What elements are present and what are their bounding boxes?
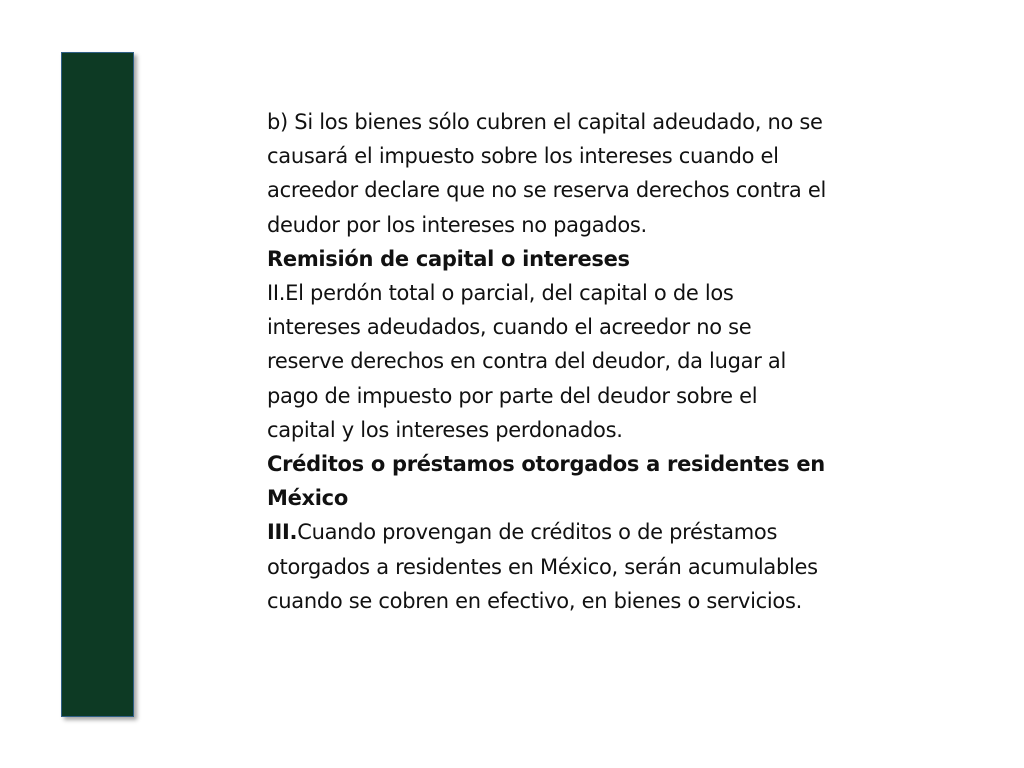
paragraph-b: b) Si los bienes sólo cubren el capital adeudado, no se causará el impuesto sobre los intereses cuando el acreedor declare que no se reserva derechos contra el deudor por los intereses no pagados. [267, 110, 826, 237]
paragraph-iii-body: Cuando provengan de créditos o de préstamos otorgados a residentes en México, serán acumulables cuando se cobren en efectivo, en bienes o servicios. [267, 520, 818, 613]
heading-creditos: Créditos o préstamos otorgados a residentes en México [267, 452, 825, 511]
heading-remision: Remisión de capital o intereses [267, 246, 630, 271]
paragraph-ii: II.El perdón total o parcial, del capital o de los intereses adeudados, cuando el acreedor no se reserve derechos en contra del deudor, da lugar al pago de impuesto por parte del deudor sobre el capital y los intereses perdonados. [267, 281, 787, 442]
paragraph-iii-prefix: III. [267, 520, 298, 545]
paragraph-iii [267, 515, 827, 618]
slide-text-block [267, 105, 827, 618]
decorative-sidebar [61, 52, 134, 717]
